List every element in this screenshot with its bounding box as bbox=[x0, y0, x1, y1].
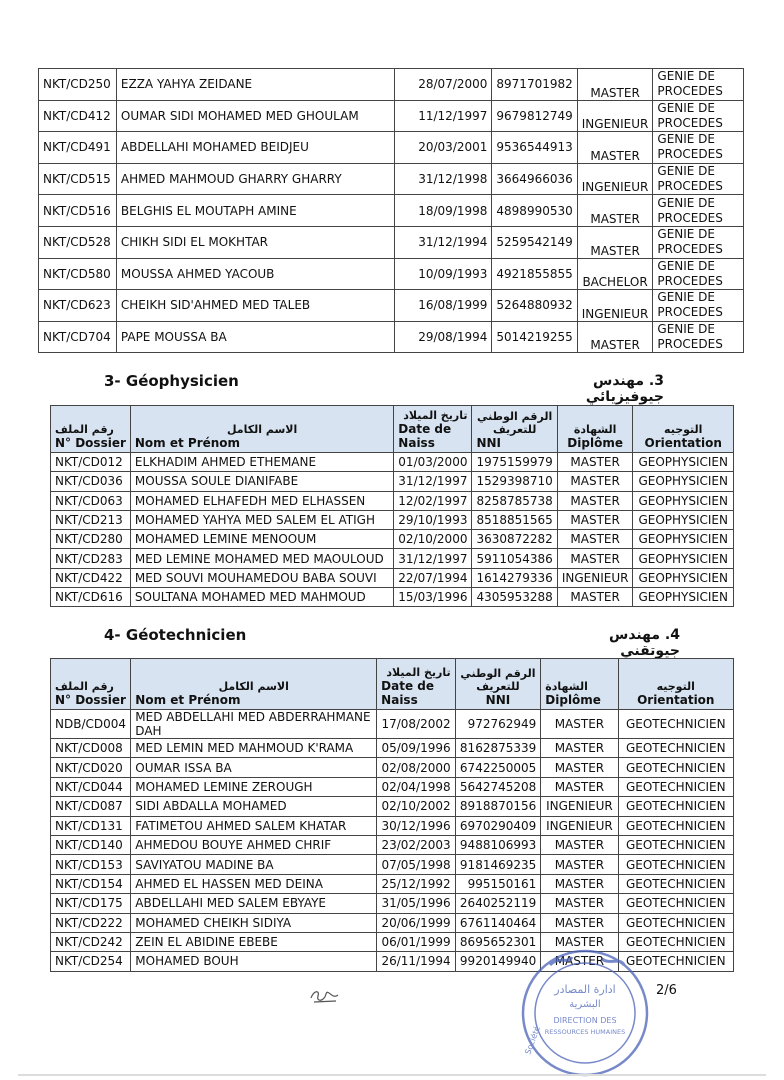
header-nni: الرقم الوطني للتعريف NNI bbox=[455, 659, 541, 710]
cell-nni: 4921855855 bbox=[492, 258, 577, 290]
cell-nni: 5014219255 bbox=[492, 321, 577, 353]
table-row bbox=[39, 163, 744, 195]
cell-date: 05/09/1996 bbox=[377, 739, 455, 758]
cell-nom: ELKHADIM AHMED ETHEMANE bbox=[130, 453, 393, 472]
cell-diplome: MASTER bbox=[541, 952, 618, 971]
cell-dossier: NKT/CD213 bbox=[51, 510, 131, 529]
cell-nom: MED ABDELLAHI MED ABDERRAHMANE DAH bbox=[131, 710, 377, 739]
cell-nom: MOUSSA SOULE DIANIFABE bbox=[130, 472, 393, 491]
cell-date: 29/10/1993 bbox=[394, 510, 472, 529]
cell-orientation: GEOPHYSICIEN bbox=[633, 453, 734, 472]
table-row bbox=[39, 258, 744, 290]
cell-date: 15/03/1996 bbox=[394, 588, 472, 607]
table-row bbox=[39, 226, 744, 258]
cell-dossier: NKT/CD154 bbox=[51, 874, 131, 893]
geophysicien-table bbox=[50, 405, 734, 607]
stamp-seal-icon bbox=[510, 935, 660, 1080]
table-row bbox=[51, 453, 734, 472]
header-date: تاريخ الميلاد Date de Naiss bbox=[394, 406, 472, 453]
cell-dossier: NKT/CD616 bbox=[51, 588, 131, 607]
cell-date: 16/08/1999 bbox=[395, 290, 492, 322]
cell-date: 02/08/2000 bbox=[377, 758, 455, 777]
header-date: تاريخ الميلاد Date de Naiss bbox=[377, 659, 455, 710]
cell-diplome: MASTER bbox=[577, 226, 653, 258]
svg-text:البشرية: البشرية bbox=[569, 999, 601, 1010]
cell-date: 06/01/1999 bbox=[377, 932, 455, 951]
cell-orientation: GEOPHYSICIEN bbox=[633, 588, 734, 607]
cell-nom: EZZA YAHYA ZEIDANE bbox=[116, 69, 394, 101]
cell-nom: OUMAR ISSA BA bbox=[131, 758, 377, 777]
geotechnicien-table-body bbox=[51, 710, 734, 972]
table-row bbox=[51, 816, 734, 835]
svg-text:ادارة المصادر: ادارة المصادر bbox=[554, 983, 616, 996]
cell-diplome: BACHELOR bbox=[577, 258, 653, 290]
cell-date: 10/09/1993 bbox=[395, 258, 492, 290]
cell-nni: 5264880932 bbox=[492, 290, 577, 322]
cell-dossier: NKT/CD087 bbox=[51, 797, 131, 816]
cell-nom: CHIKH SIDI EL MOKHTAR bbox=[116, 226, 394, 258]
cell-date: 20/03/2001 bbox=[395, 132, 492, 164]
cell-nom: MED LEMINE MOHAMED MED MAOULOUD bbox=[130, 549, 393, 568]
cell-nom: ABDELLAHI MOHAMED BEIDJEU bbox=[116, 132, 394, 164]
cell-orientation: GEOTECHNICIEN bbox=[618, 913, 733, 932]
geophysicien-table-body bbox=[51, 453, 734, 607]
cell-orientation: GEOPHYSICIEN bbox=[633, 472, 734, 491]
cell-dossier: NKT/CD222 bbox=[51, 913, 131, 932]
cell-date: 26/11/1994 bbox=[377, 952, 455, 971]
cell-nom: AHMEDOU BOUYE AHMED CHRIF bbox=[131, 835, 377, 854]
cell-diplome: MASTER bbox=[557, 472, 633, 491]
cell-orientation: GEOTECHNICIEN bbox=[618, 932, 733, 951]
cell-dossier: NKT/CD250 bbox=[39, 69, 117, 101]
cell-nni: 8518851565 bbox=[472, 510, 557, 529]
cell-nom: MED LEMIN MED MAHMOUD K'RAMA bbox=[131, 739, 377, 758]
cell-date: 02/04/1998 bbox=[377, 777, 455, 796]
cell-dossier: NKT/CD283 bbox=[51, 549, 131, 568]
cell-nom: SIDI ABDALLA MOHAMED bbox=[131, 797, 377, 816]
cell-nom: MOHAMED ELHAFEDH MED ELHASSEN bbox=[130, 491, 393, 510]
table-row bbox=[51, 588, 734, 607]
cell-orientation: GEOTECHNICIEN bbox=[618, 758, 733, 777]
cell-date: 31/12/1997 bbox=[394, 472, 472, 491]
cell-orientation: GEOTECHNICIEN bbox=[618, 952, 733, 971]
cell-diplome: MASTER bbox=[557, 491, 633, 510]
cell-nni: 9920149940 bbox=[455, 952, 541, 971]
cell-nni: 1529398710 bbox=[472, 472, 557, 491]
table-row bbox=[51, 739, 734, 758]
cell-dossier: NKT/CD036 bbox=[51, 472, 131, 491]
cell-nni: 3664966036 bbox=[492, 163, 577, 195]
cell-dossier: NKT/CD008 bbox=[51, 739, 131, 758]
cell-nom: OUMAR SIDI MOHAMED MED GHOULAM bbox=[116, 100, 394, 132]
table-row bbox=[51, 835, 734, 854]
cell-nom: MOUSSA AHMED YACOUB bbox=[116, 258, 394, 290]
cell-date: 25/12/1992 bbox=[377, 874, 455, 893]
cell-orientation: GEOPHYSICIEN bbox=[633, 549, 734, 568]
table-row bbox=[39, 69, 744, 101]
cell-dossier: NKT/CD153 bbox=[51, 855, 131, 874]
cell-dossier: NDB/CD004 bbox=[51, 710, 131, 739]
cell-orientation: GEOTECHNICIEN bbox=[618, 855, 733, 874]
cell-diplome: MASTER bbox=[541, 932, 618, 951]
cell-dossier: NKT/CD491 bbox=[39, 132, 117, 164]
table-row bbox=[51, 491, 734, 510]
cell-nom: MOHAMED CHEIKH SIDIYA bbox=[131, 913, 377, 932]
cell-nom: SOULTANA MOHAMED MED MAHMOUD bbox=[130, 588, 393, 607]
cell-dossier: NKT/CD580 bbox=[39, 258, 117, 290]
table-row bbox=[51, 472, 734, 491]
table-row bbox=[39, 100, 744, 132]
cell-date: 31/12/1997 bbox=[394, 549, 472, 568]
cell-dossier: NKT/CD044 bbox=[51, 777, 131, 796]
cell-dossier: NKT/CD012 bbox=[51, 453, 131, 472]
cell-dossier: NKT/CD063 bbox=[51, 491, 131, 510]
cell-diplome: MASTER bbox=[557, 530, 633, 549]
cell-date: 02/10/2002 bbox=[377, 797, 455, 816]
cell-nni: 5911054386 bbox=[472, 549, 557, 568]
cell-date: 07/05/1998 bbox=[377, 855, 455, 874]
cell-date: 23/02/2003 bbox=[377, 835, 455, 854]
cell-dossier: NKT/CD140 bbox=[51, 835, 131, 854]
cell-diplome: MASTER bbox=[541, 758, 618, 777]
cell-date: 31/12/1998 bbox=[395, 163, 492, 195]
cell-orientation: GEOTECHNICIEN bbox=[618, 816, 733, 835]
cell-nni: 4898990530 bbox=[492, 195, 577, 227]
svg-text:DIRECTION DES: DIRECTION DES bbox=[553, 1016, 617, 1025]
cell-dossier: NKT/CD254 bbox=[51, 952, 131, 971]
cell-nni: 995150161 bbox=[455, 874, 541, 893]
cell-orientation: GENIE DE PROCEDES bbox=[653, 163, 744, 195]
cell-diplome: INGENIEUR bbox=[577, 290, 653, 322]
cell-dossier: NKT/CD422 bbox=[51, 568, 131, 587]
cell-nom: MOHAMED LEMINE MENOOUM bbox=[130, 530, 393, 549]
cell-nni: 4305953288 bbox=[472, 588, 557, 607]
cell-orientation: GEOTECHNICIEN bbox=[618, 874, 733, 893]
section-3-title: 3- Géophysicien bbox=[104, 372, 239, 390]
table-row bbox=[51, 777, 734, 796]
cell-dossier: NKT/CD280 bbox=[51, 530, 131, 549]
cell-date: 18/09/1998 bbox=[395, 195, 492, 227]
cell-orientation: GEOTECHNICIEN bbox=[618, 894, 733, 913]
cell-nni: 5642745208 bbox=[455, 777, 541, 796]
cell-dossier: NKT/CD516 bbox=[39, 195, 117, 227]
section-4-title-ar: 4. مهندس جيوتقني bbox=[609, 627, 680, 659]
cell-nni: 5259542149 bbox=[492, 226, 577, 258]
table-row bbox=[51, 549, 734, 568]
table-row bbox=[51, 568, 734, 587]
geotechnicien-table bbox=[50, 658, 734, 972]
header-nni: الرقم الوطني للتعريف NNI bbox=[472, 406, 557, 453]
table-row bbox=[39, 132, 744, 164]
table-row bbox=[51, 874, 734, 893]
cell-orientation: GENIE DE PROCEDES bbox=[653, 195, 744, 227]
cell-date: 31/12/1994 bbox=[395, 226, 492, 258]
cell-diplome: MASTER bbox=[541, 777, 618, 796]
cell-diplome: MASTER bbox=[557, 453, 633, 472]
cell-nom: ABDELLAHI MED SALEM EBYAYE bbox=[131, 894, 377, 913]
cell-diplome: MASTER bbox=[541, 913, 618, 932]
cell-orientation: GENIE DE PROCEDES bbox=[653, 226, 744, 258]
cell-orientation: GEOTECHNICIEN bbox=[618, 777, 733, 796]
table-row bbox=[51, 894, 734, 913]
cell-dossier: NKT/CD704 bbox=[39, 321, 117, 353]
table-row bbox=[51, 758, 734, 777]
cell-nni: 8695652301 bbox=[455, 932, 541, 951]
cell-diplome: MASTER bbox=[577, 195, 653, 227]
table-row bbox=[51, 797, 734, 816]
cell-diplome: MASTER bbox=[541, 874, 618, 893]
cell-nni: 1614279336 bbox=[472, 568, 557, 587]
cell-nom: BELGHIS EL MOUTAPH AMINE bbox=[116, 195, 394, 227]
cell-nom: CHEIKH SID'AHMED MED TALEB bbox=[116, 290, 394, 322]
cell-nom: MOHAMED BOUH bbox=[131, 952, 377, 971]
header-orientation: التوجيه Orientation bbox=[633, 406, 734, 453]
table-row bbox=[51, 510, 734, 529]
header-dossier: رقم الملف N° Dossier bbox=[51, 659, 131, 710]
cell-nni: 6742250005 bbox=[455, 758, 541, 777]
cell-date: 29/08/1994 bbox=[395, 321, 492, 353]
cell-orientation: GEOPHYSICIEN bbox=[633, 510, 734, 529]
cell-orientation: GENIE DE PROCEDES bbox=[653, 290, 744, 322]
header-diplome: الشهادة Diplôme bbox=[557, 406, 633, 453]
cell-orientation: GEOPHYSICIEN bbox=[633, 530, 734, 549]
cell-diplome: MASTER bbox=[541, 835, 618, 854]
cell-date: 01/03/2000 bbox=[394, 453, 472, 472]
cell-diplome: MASTER bbox=[541, 710, 618, 739]
cell-nom: PAPE MOUSSA BA bbox=[116, 321, 394, 353]
header-nom: الاسم الكامل Nom et Prénom bbox=[131, 659, 377, 710]
cell-nni: 3630872282 bbox=[472, 530, 557, 549]
cell-nni: 9181469235 bbox=[455, 855, 541, 874]
header-nom: الاسم الكامل Nom et Prénom bbox=[130, 406, 393, 453]
section-3-title-ar: 3. مهندس جيوفيزيائي bbox=[585, 373, 664, 405]
cell-dossier: NKT/CD131 bbox=[51, 816, 131, 835]
cell-dossier: NKT/CD242 bbox=[51, 932, 131, 951]
table-header-row bbox=[51, 659, 734, 710]
procedes-table-body bbox=[39, 69, 744, 353]
cell-diplome: INGENIEUR bbox=[541, 816, 618, 835]
cell-diplome: INGENIEUR bbox=[541, 797, 618, 816]
cell-date: 12/02/1997 bbox=[394, 491, 472, 510]
table-row bbox=[39, 195, 744, 227]
signature-icon bbox=[308, 986, 342, 1006]
cell-dossier: NKT/CD528 bbox=[39, 226, 117, 258]
procedes-table bbox=[38, 68, 744, 353]
cell-diplome: INGENIEUR bbox=[577, 100, 653, 132]
cell-date: 20/06/1999 bbox=[377, 913, 455, 932]
svg-text:RESSOURCES HUMAINES: RESSOURCES HUMAINES bbox=[544, 1028, 626, 1036]
cell-nom: FATIMETOU AHMED SALEM KHATAR bbox=[131, 816, 377, 835]
cell-diplome: MASTER bbox=[557, 510, 633, 529]
table-row bbox=[51, 913, 734, 932]
cell-nom: ZEIN EL ABIDINE EBEBE bbox=[131, 932, 377, 951]
table-row bbox=[51, 710, 734, 739]
cell-nni: 8162875339 bbox=[455, 739, 541, 758]
cell-date: 17/08/2002 bbox=[377, 710, 455, 739]
table-header-row bbox=[51, 406, 734, 453]
table-row bbox=[51, 530, 734, 549]
cell-dossier: NKT/CD623 bbox=[39, 290, 117, 322]
cell-orientation: GENIE DE PROCEDES bbox=[653, 321, 744, 353]
cell-nni: 9488106993 bbox=[455, 835, 541, 854]
cell-nom: AHMED EL HASSEN MED DEINA bbox=[131, 874, 377, 893]
cell-nni: 6970290409 bbox=[455, 816, 541, 835]
cell-nni: 2640252119 bbox=[455, 894, 541, 913]
cell-orientation: GEOTECHNICIEN bbox=[618, 710, 733, 739]
cell-dossier: NKT/CD515 bbox=[39, 163, 117, 195]
cell-diplome: INGENIEUR bbox=[577, 163, 653, 195]
cell-orientation: GEOTECHNICIEN bbox=[618, 835, 733, 854]
cell-dossier: NKT/CD020 bbox=[51, 758, 131, 777]
cell-date: 31/05/1996 bbox=[377, 894, 455, 913]
svg-text:Société: Société bbox=[523, 1024, 542, 1056]
cell-diplome: MASTER bbox=[557, 588, 633, 607]
cell-diplome: MASTER bbox=[541, 894, 618, 913]
cell-orientation: GEOPHYSICIEN bbox=[633, 568, 734, 587]
cell-orientation: GEOTECHNICIEN bbox=[618, 739, 733, 758]
cell-nni: 6761140464 bbox=[455, 913, 541, 932]
cell-orientation: GENIE DE PROCEDES bbox=[653, 69, 744, 101]
cell-orientation: GENIE DE PROCEDES bbox=[653, 100, 744, 132]
cell-nom: MOHAMED LEMINE ZEROUGH bbox=[131, 777, 377, 796]
cell-dossier: NKT/CD412 bbox=[39, 100, 117, 132]
cell-orientation: GENIE DE PROCEDES bbox=[653, 132, 744, 164]
cell-diplome: MASTER bbox=[541, 855, 618, 874]
page-number: 2/6 bbox=[656, 983, 677, 998]
cell-nom: SAVIYATOU MADINE BA bbox=[131, 855, 377, 874]
table-row bbox=[51, 855, 734, 874]
table-row bbox=[39, 321, 744, 353]
cell-date: 30/12/1996 bbox=[377, 816, 455, 835]
cell-diplome: MASTER bbox=[577, 321, 653, 353]
table-row bbox=[39, 290, 744, 322]
cell-orientation: GEOTECHNICIEN bbox=[618, 797, 733, 816]
cell-nni: 9679812749 bbox=[492, 100, 577, 132]
cell-orientation: GENIE DE PROCEDES bbox=[653, 258, 744, 290]
header-dossier: رقم الملف N° Dossier bbox=[51, 406, 131, 453]
cell-nom: MOHAMED YAHYA MED SALEM EL ATIGH bbox=[130, 510, 393, 529]
cell-nni: 972762949 bbox=[455, 710, 541, 739]
cell-nom: AHMED MAHMOUD GHARRY GHARRY bbox=[116, 163, 394, 195]
cell-nni: 8971701982 bbox=[492, 69, 577, 101]
cell-orientation: GEOPHYSICIEN bbox=[633, 491, 734, 510]
cell-date: 22/07/1994 bbox=[394, 568, 472, 587]
cell-nni: 9536544913 bbox=[492, 132, 577, 164]
section-4-title: 4- Géotechnicien bbox=[104, 626, 247, 644]
cell-nom: MED SOUVI MOUHAMEDOU BABA SOUVI bbox=[130, 568, 393, 587]
cell-diplome: MASTER bbox=[577, 69, 653, 101]
cell-diplome: MASTER bbox=[557, 549, 633, 568]
header-diplome: الشهادة Diplôme bbox=[541, 659, 618, 710]
cell-dossier: NKT/CD175 bbox=[51, 894, 131, 913]
cell-diplome: MASTER bbox=[541, 739, 618, 758]
cell-diplome: INGENIEUR bbox=[557, 568, 633, 587]
cell-date: 28/07/2000 bbox=[395, 69, 492, 101]
cell-nni: 8258785738 bbox=[472, 491, 557, 510]
cell-diplome: MASTER bbox=[577, 132, 653, 164]
cell-nni: 1975159979 bbox=[472, 453, 557, 472]
cell-date: 02/10/2000 bbox=[394, 530, 472, 549]
page-bottom-edge bbox=[18, 1074, 766, 1076]
header-orientation: التوجيه Orientation bbox=[618, 659, 733, 710]
cell-date: 11/12/1997 bbox=[395, 100, 492, 132]
cell-nni: 8918870156 bbox=[455, 797, 541, 816]
